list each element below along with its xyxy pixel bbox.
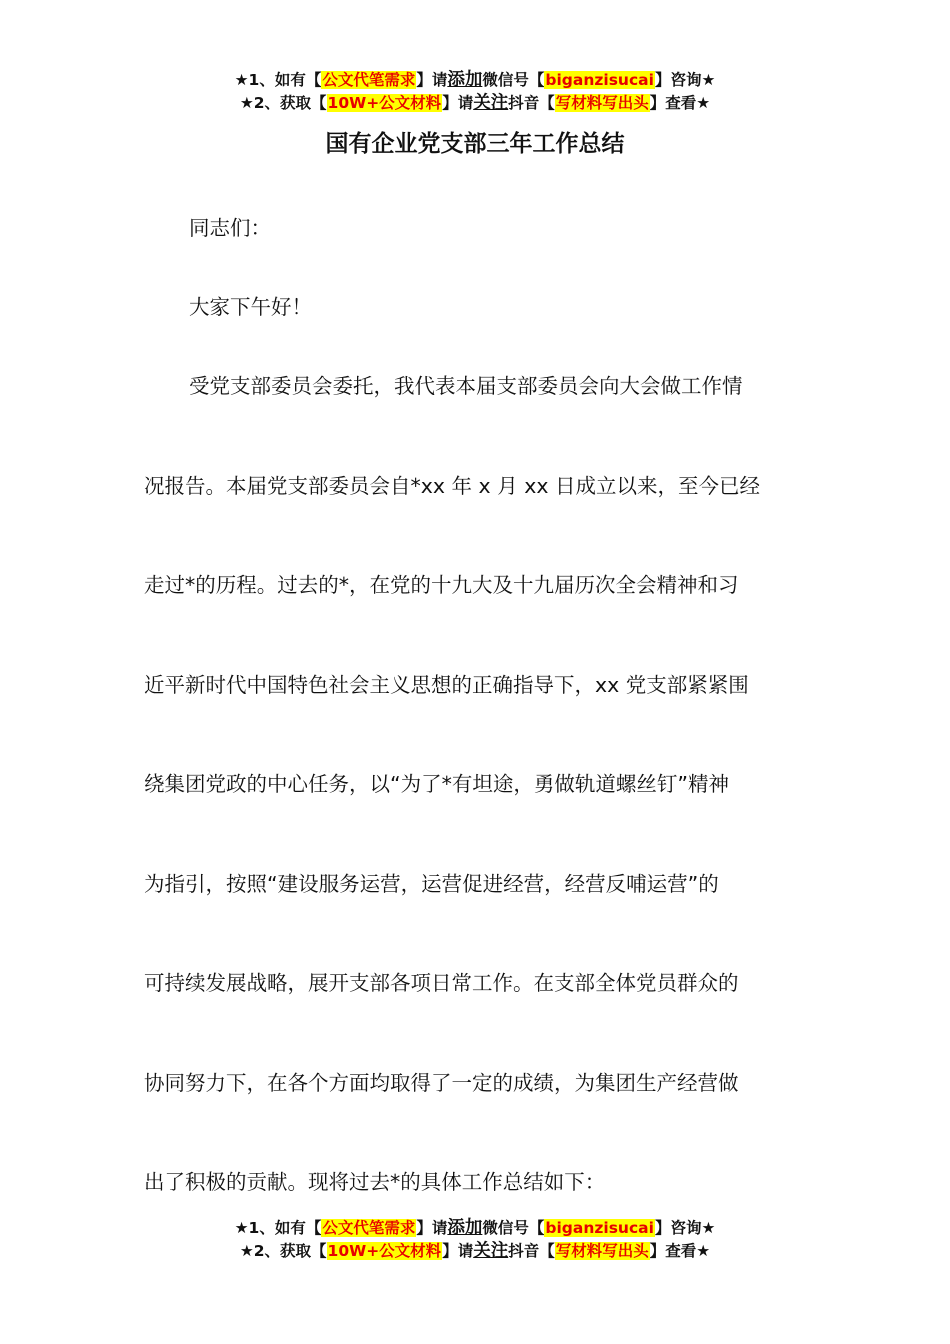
banner-line-1 <box>0 69 950 92</box>
banner-suffix: 】查看★ <box>649 94 711 112</box>
banner-text: 微信号【 <box>482 71 545 89</box>
emphasis-text: 添加 <box>447 1218 483 1238</box>
banner-text: 微信号【 <box>482 1219 545 1237</box>
banner-line-2 <box>0 92 950 115</box>
banner-line-2 <box>0 1240 950 1263</box>
banner-line-1 <box>0 1217 950 1240</box>
banner-text: 抖音【 <box>508 1242 555 1260</box>
emphasis-text: 关注 <box>473 1241 509 1261</box>
highlight-douyin-account: 写材料写出头 <box>555 1242 649 1260</box>
highlight-wechat-id: biganzisucai <box>545 71 654 89</box>
paragraph-line: 协同努力下，在各个方面均取得了一定的成绩，为集团生产经营做 <box>144 1071 739 1095</box>
banner-prefix: ★1、如有【 <box>234 71 322 89</box>
paragraph-line: 走过*的历程。过去的*，在党的十九大及十九届历次全会精神和习 <box>144 573 739 597</box>
emphasis-text: 添加 <box>447 70 483 90</box>
banner-text: 】请 <box>442 1242 474 1260</box>
salutation: 大家下午好！ <box>189 295 312 319</box>
footer-banner <box>0 1217 950 1263</box>
paragraph-line: 绕集团党政的中心任务，以“为了*有坦途，勇做轨道螺丝钉”精神 <box>144 772 729 796</box>
paragraph-line: 为指引，按照“建设服务运营，运营促进经营，经营反哺运营”的 <box>144 872 719 896</box>
highlight-service: 公文代笔需求 <box>322 71 416 89</box>
header-banner <box>0 69 950 115</box>
banner-suffix: 】查看★ <box>649 1242 711 1260</box>
paragraph-line: 受党支部委员会委托，我代表本届支部委员会向大会做工作情 <box>189 374 743 398</box>
banner-prefix: ★1、如有【 <box>234 1219 322 1237</box>
emphasis-text: 关注 <box>473 93 509 113</box>
banner-suffix: 】咨询★ <box>654 1219 716 1237</box>
banner-text: 抖音【 <box>508 94 555 112</box>
greeting: 同志们： <box>189 216 271 240</box>
banner-text: 】请 <box>416 1219 448 1237</box>
banner-suffix: 】咨询★ <box>654 71 716 89</box>
paragraph-line: 近平新时代中国特色社会主义思想的正确指导下，xx 党支部紧紧围 <box>144 673 749 697</box>
banner-text: 】请 <box>442 94 474 112</box>
highlight-douyin-account: 写材料写出头 <box>555 94 649 112</box>
highlight-materials: 10W+公文材料 <box>327 1242 442 1260</box>
paragraph-line: 况报告。本届党支部委员会自*xx 年 x 月 xx 日成立以来，至今已经 <box>144 474 760 498</box>
banner-text: 】请 <box>416 71 448 89</box>
banner-prefix: ★2、获取【 <box>239 94 327 112</box>
paragraph-line: 出了积极的贡献。现将过去*的具体工作总结如下： <box>144 1170 606 1194</box>
highlight-materials: 10W+公文材料 <box>327 94 442 112</box>
highlight-wechat-id: biganzisucai <box>545 1219 654 1237</box>
paragraph-line: 可持续发展战略，展开支部各项日常工作。在支部全体党员群众的 <box>144 971 739 995</box>
banner-prefix: ★2、获取【 <box>239 1242 327 1260</box>
document-title: 国有企业党支部三年工作总结 <box>325 131 625 157</box>
highlight-service: 公文代笔需求 <box>322 1219 416 1237</box>
